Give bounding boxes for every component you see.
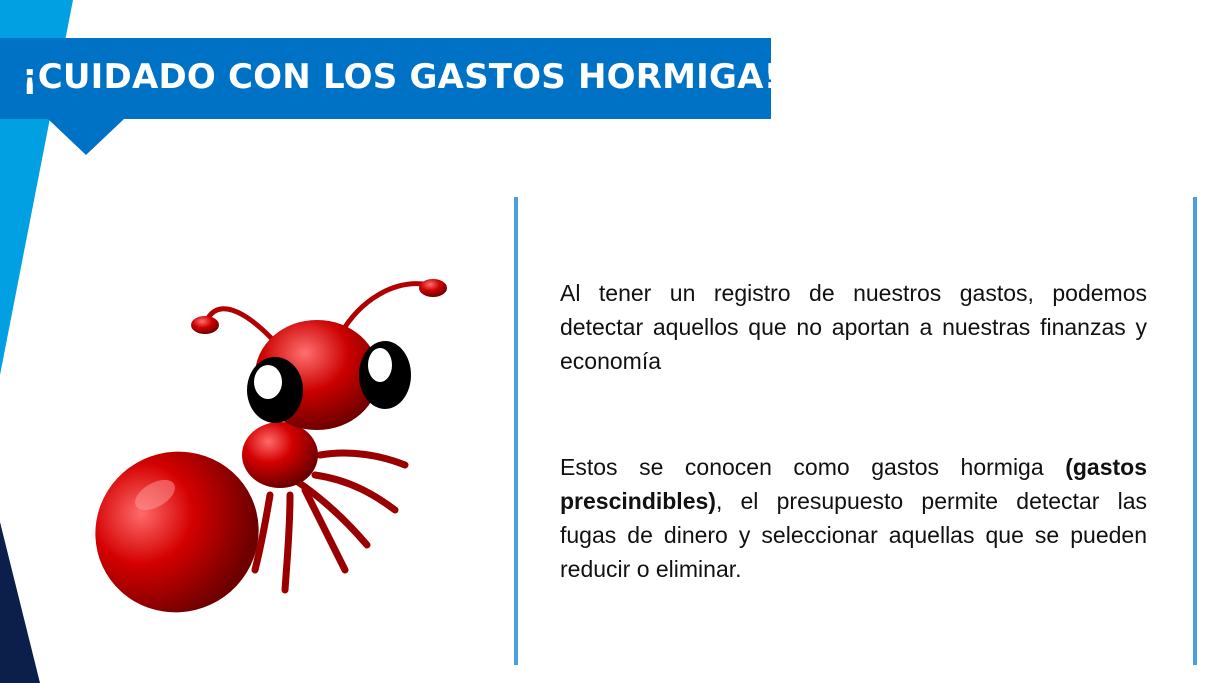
paragraph-2-bold: (gastos prescindibles)	[560, 454, 1147, 514]
paragraph-2-text-b: , el presupuesto permite detectar las fugas de dinero y seleccionar aquellas que se pueden reducir o eliminar.	[560, 488, 1147, 582]
paragraph-registro	[560, 276, 1147, 378]
left-divider	[514, 197, 518, 665]
paragraph-2-text-a: Estos se conocen como gastos hormiga	[560, 454, 1066, 480]
red-ant-icon	[95, 270, 455, 615]
slide-title: ¡CUIDADO CON LOS GASTOS HORMIGA!	[22, 57, 780, 97]
paragraph-1-text: Al tener un registro de nuestros gastos, podemos detectar aquellos que no aportan a nuestras finanzas y economía	[560, 280, 1147, 374]
title-banner-notch	[48, 119, 124, 155]
paragraph-gastos-hormiga	[560, 450, 1147, 586]
left-dark-stripe	[0, 522, 40, 683]
title-banner	[0, 38, 780, 119]
right-divider	[1193, 197, 1197, 665]
